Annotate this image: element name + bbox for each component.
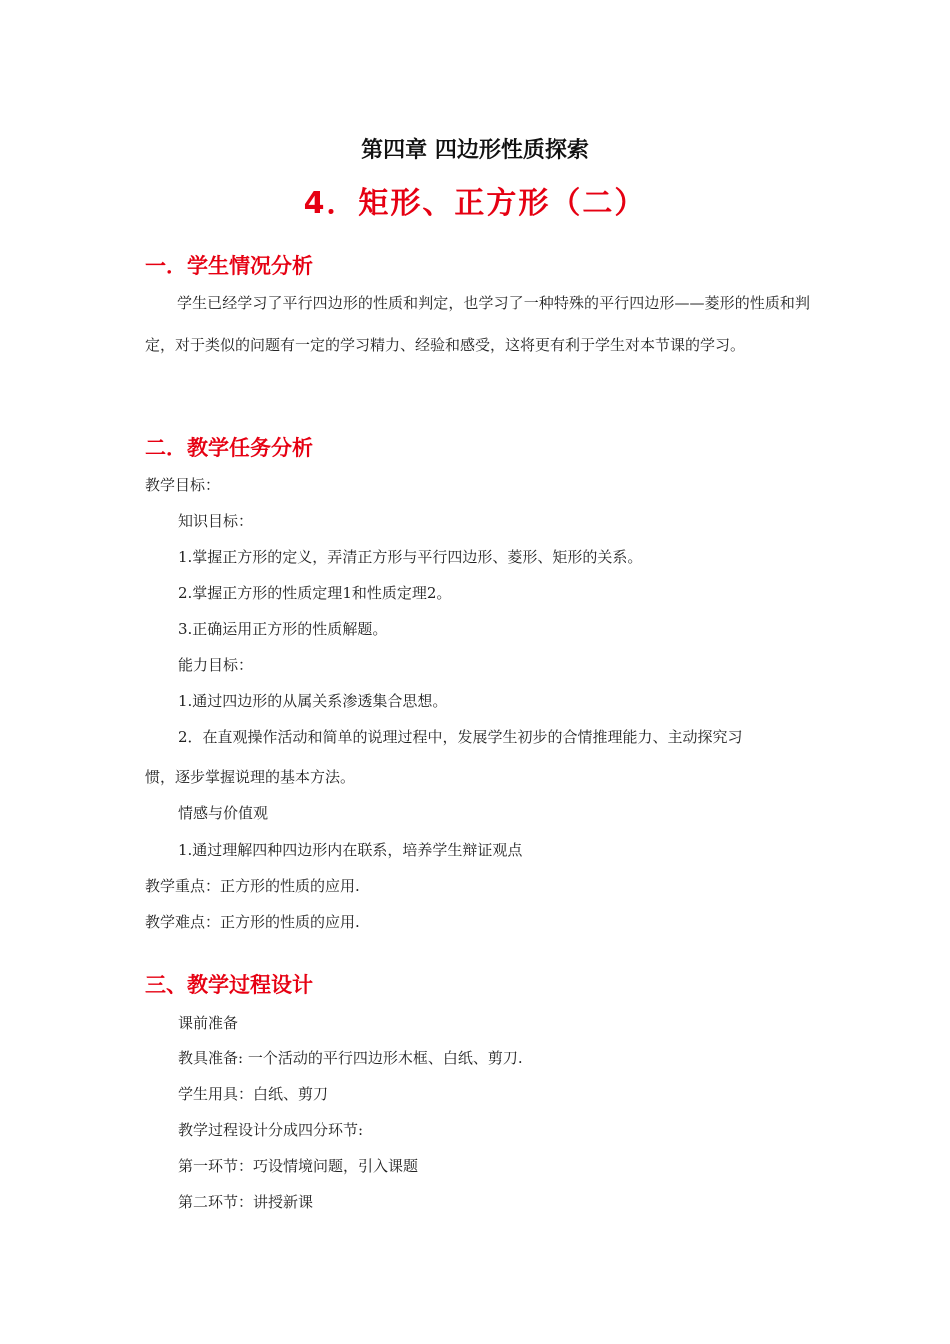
emotion-item: 1.通过理解四种四边形内在联系，培养学生辩证观点 [178, 841, 523, 859]
teacher-tools: 教具准备: 一个活动的平行四边形木框、白纸、剪刀. [178, 1049, 523, 1067]
prep-label: 课前准备 [178, 1014, 239, 1032]
ability-item-2-line-2: 惯，逐步掌握说理的基本方法。 [145, 768, 356, 786]
knowledge-item-1: 1.掌握正方形的定义，弄清正方形与平行四边形、菱形、矩形的关系。 [178, 548, 643, 566]
stages-intro: 教学过程设计分成四分环节: [178, 1121, 364, 1139]
section3-heading: 三、教学过程设计 [145, 973, 313, 997]
emotion-label: 情感与价值观 [178, 804, 269, 822]
section2-heading: 二．教学任务分析 [145, 436, 313, 460]
chapter-title: 第四章 四边形性质探索 [361, 138, 589, 163]
difficulty-point: 教学难点：正方形的性质的应用. [145, 913, 360, 931]
knowledge-item-3: 3.正确运用正方形的性质解题。 [178, 620, 388, 638]
ability-item-1: 1.通过四边形的从属关系渗透集合思想。 [178, 692, 448, 710]
lesson-title: 4．矩形、正方形（二） [303, 186, 647, 221]
goals-label: 教学目标： [145, 476, 221, 494]
section1-heading: 一．学生情况分析 [145, 254, 313, 278]
key-point: 教学重点：正方形的性质的应用. [145, 877, 360, 895]
student-tools: 学生用具：白纸、剪刀 [178, 1085, 329, 1103]
knowledge-item-2: 2.掌握正方形的性质定理1和性质定理2。 [178, 584, 452, 602]
ability-item-2-line-1: 2．在直观操作活动和简单的说理过程中，发展学生初步的合情推理能力、主动探究习 [178, 728, 743, 746]
stage-2: 第二环节：讲授新课 [178, 1193, 314, 1211]
knowledge-label: 知识目标： [178, 512, 254, 530]
section1-paragraph: 学生已经学习了平行四边形的性质和判定，也学习了一种特殊的平行四边形——菱形的性质和判定，对于类似的问题有一定的学习精力、经验和感受，这将更有利于学生对本节课的学习。 [145, 294, 810, 354]
ability-label: 能力目标： [178, 656, 254, 674]
stage-1: 第一环节：巧设情境问题，引入课题 [178, 1157, 419, 1175]
